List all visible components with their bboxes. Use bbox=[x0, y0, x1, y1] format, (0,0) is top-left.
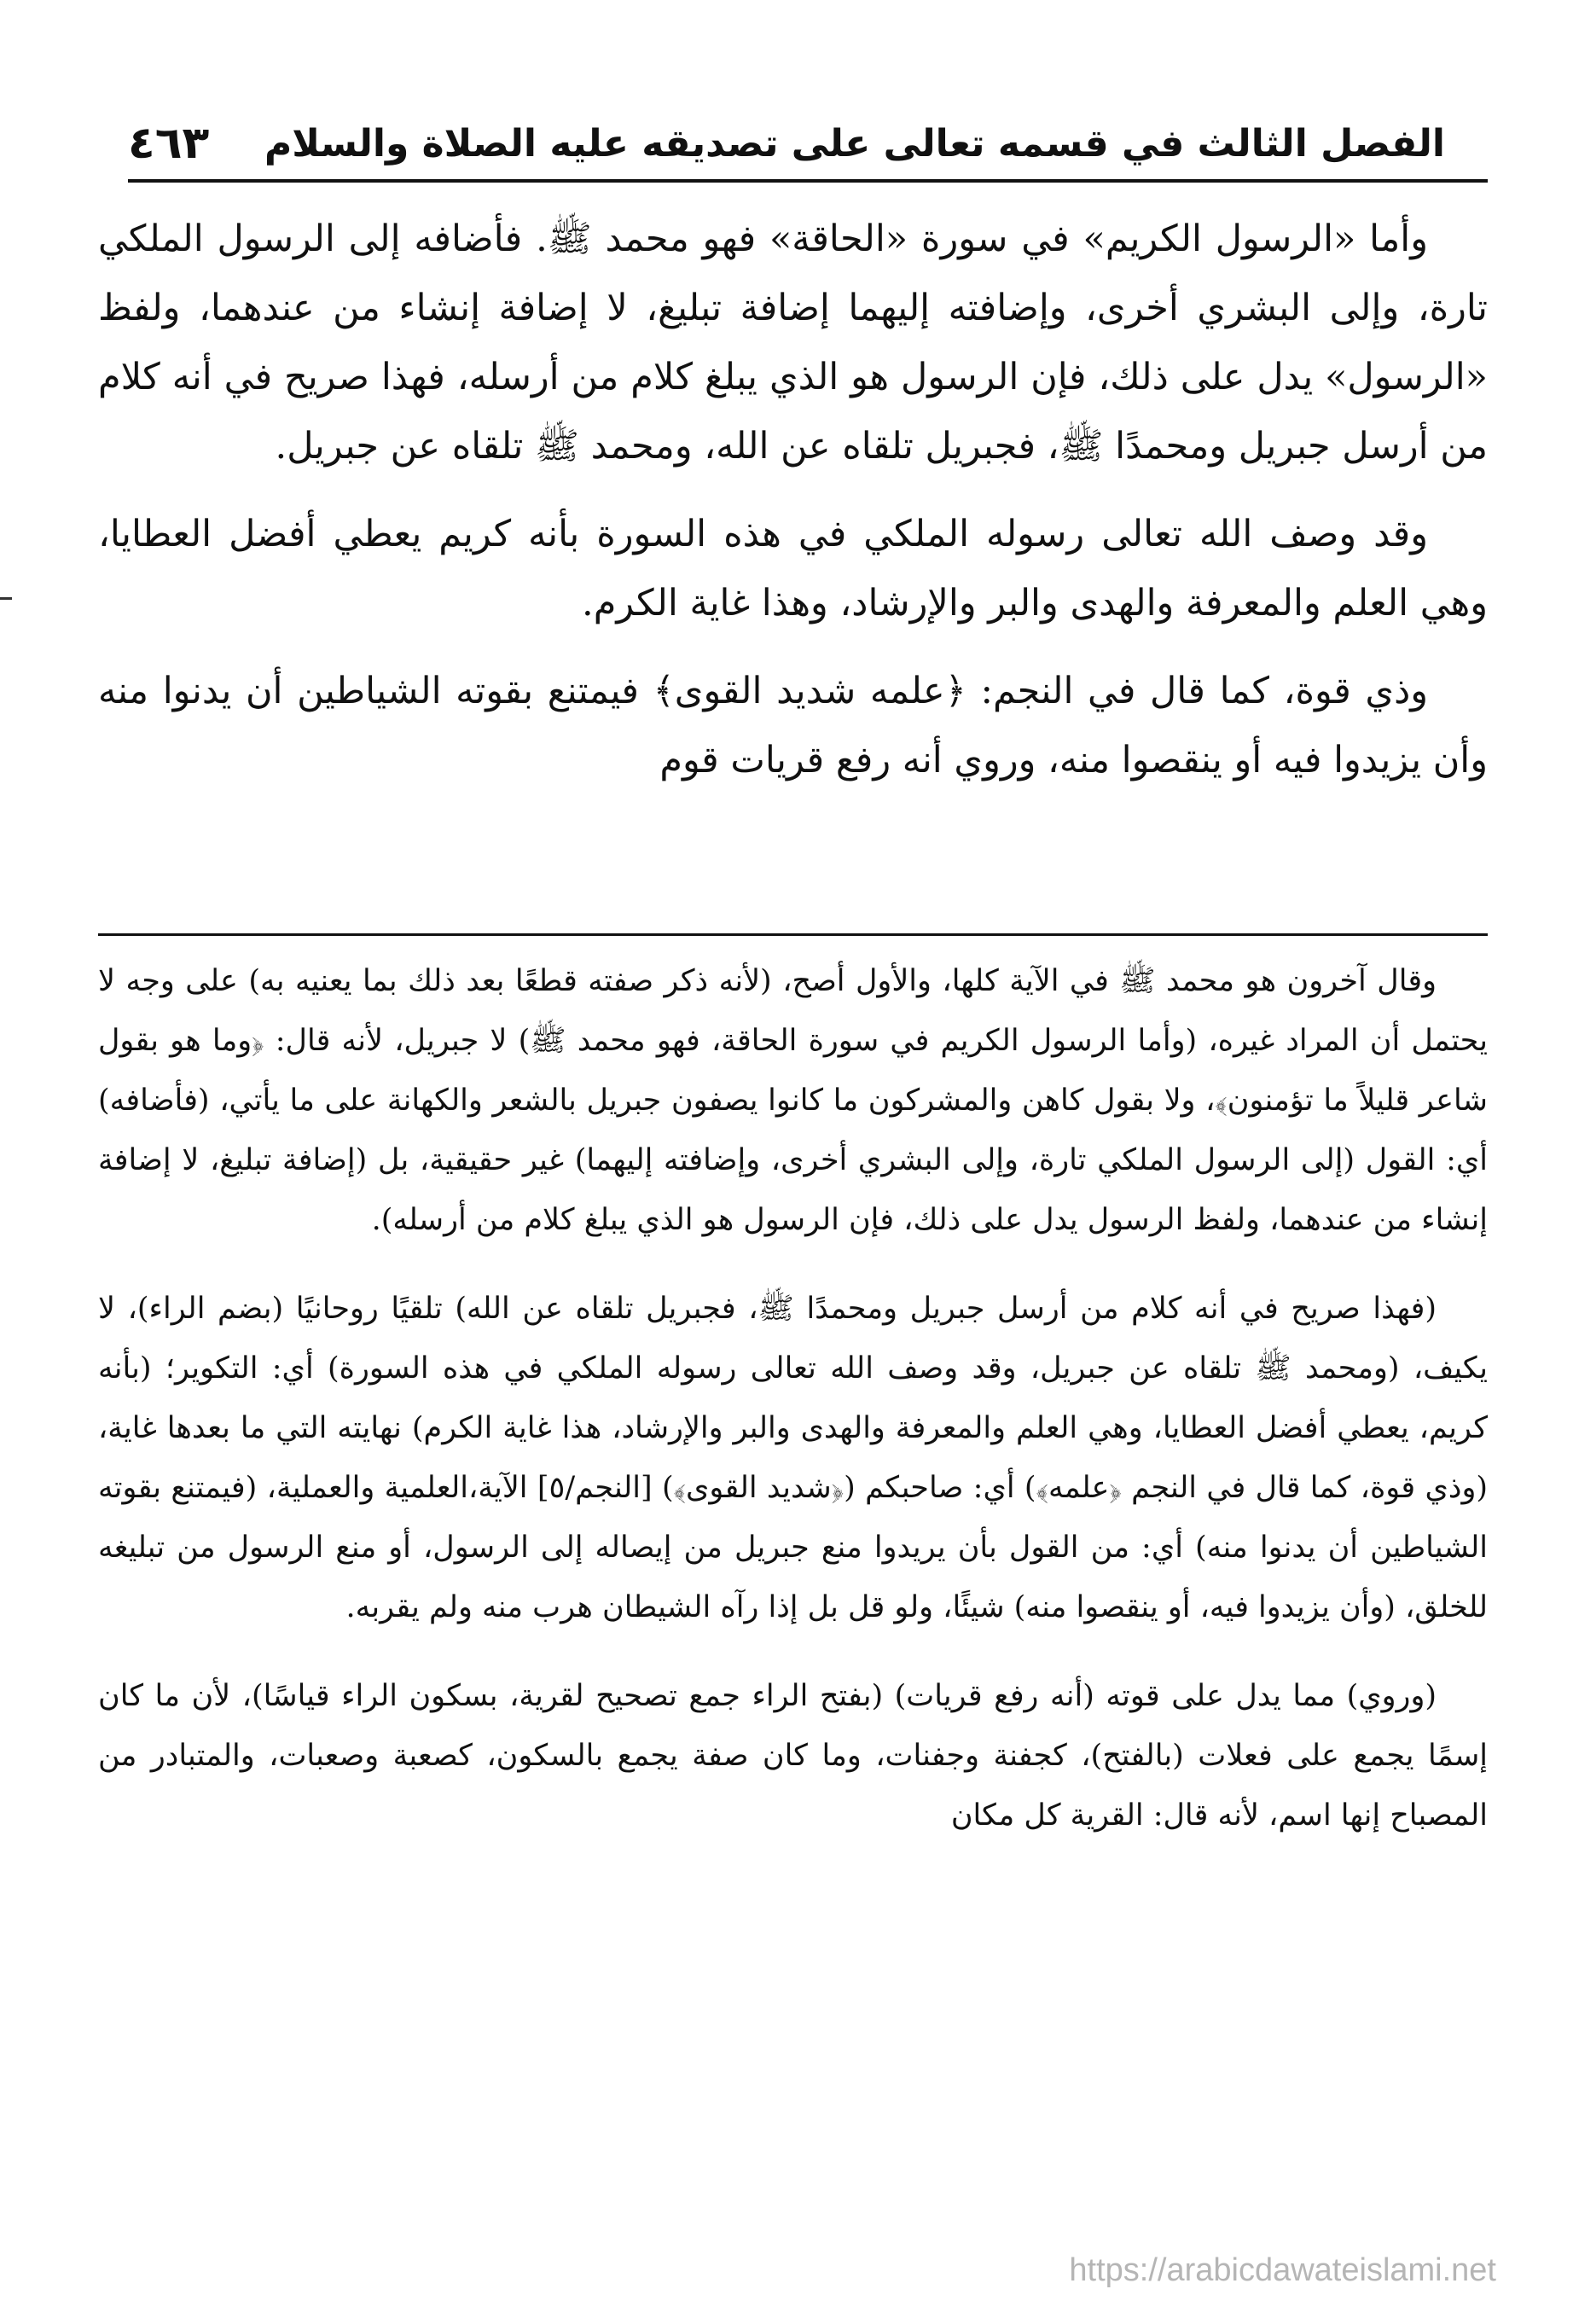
main-paragraph: وذي قوة، كما قال في النجم: ﴿علمه شديد القوى﴾ فيمتنع بقوته الشياطين أن يدنوا منه وأن يزيدوا فيه أو ينقصوا منه، وروي أنه رفع قريات قوم bbox=[98, 670, 1488, 781]
footnote-divider bbox=[98, 933, 1488, 936]
commentary-paragraph: (فهذا صريح في أنه كلام من أرسل جبريل ومحمدًا ﷺ، فجبريل تلقاه عن الله) تلقيًا روحانيًا (بضم الراء)، لا يكيف، (ومحمد ﷺ تلقاه عن جبريل، وقد وصف الله تعالى رسوله الملكي في هذه السورة) أي: التكوير؛ (بأنه كريم، يعطي أفضل العطايا، وهي العلم والمعرفة والهدى والبر والإرشاد، هذا غاية الكرم) نهايته التي ما بعدها غاية، (وذي قوة، كما قال في النجم ﴿علمه﴾) أي: صاحبكم (﴿شديد القوى﴾) [النجم/٥] الآية،العلمية والعملية، (فيمتنع بقوته الشياطين أن يدنوا منه) أي: من القول بأن يريدوا منع جبريل من إيصاله إلى الرسول، أو منع الرسول من تبليغه للخلق، (وأن يزيدوا فيه، أو ينقصوا منه) شيئًا، ولو قل بل إذا رآه الشيطان هرب منه ولم يقربه. bbox=[98, 1292, 1488, 1624]
running-header bbox=[128, 109, 1445, 177]
main-text bbox=[98, 205, 1488, 814]
header-divider bbox=[128, 179, 1488, 183]
watermark-url: https://arabicdawateislami.net bbox=[1069, 2252, 1496, 2288]
chapter-title: الفصل الثالث في قسمه تعالى على تصديقه عليه الصلاة والسلام bbox=[264, 121, 1445, 166]
margin-mark bbox=[0, 597, 12, 600]
main-paragraph: وقد وصف الله تعالى رسوله الملكي في هذه السورة بأنه كريم يعطي أفضل العطايا، وهي العلم والمعرفة والهدى والبر والإرشاد، وهذا غاية الكرم. bbox=[98, 513, 1488, 625]
commentary-paragraph: (وروي) مما يدل على قوته (أنه رفع قريات) (بفتح الراء جمع تصحيح لقرية، بسكون الراء قياسًا)، لأن ما كان إسمًا يجمع على فعلات (بالفتح)، كجفنة وجفنات، وما كان صفة يجمع بالسكون، كصعبة وصعبات، والمتبادر من المصباح إنها اسم، لأنه قال: القرية كل مكان bbox=[98, 1679, 1488, 1833]
commentary-text bbox=[98, 951, 1488, 1874]
page-number: ٤٦٣ bbox=[128, 118, 210, 169]
main-paragraph: وأما «الرسول الكريم» في سورة «الحاقة» فهو محمد ﷺ. فأضافه إلى الرسول الملكي تارة، وإلى البشري أخرى، وإضافته إليهما إضافة تبليغ، لا إضافة إنشاء من عندهما، ولفظ «الرسول» يدل على ذلك، فإن الرسول هو الذي يبلغ كلام من أرسله، فهذا صريح في أنه كلام من أرسل جبريل ومحمدًا ﷺ، فجبريل تلقاه عن الله، ومحمد ﷺ تلقاه عن جبريل. bbox=[98, 218, 1488, 468]
commentary-paragraph: وقال آخرون هو محمد ﷺ في الآية كلها، والأول أصح، (لأنه ذكر صفته قطعًا بعد ذلك بما يعنيه به) على وجه لا يحتمل أن المراد غيره، (وأما الرسول الكريم في سورة الحاقة، فهو محمد ﷺ) لا جبريل، لأنه قال: ﴿وما هو بقول شاعر قليلاً ما تؤمنون﴾، ولا بقول كاهن والمشركون ما كانوا يصفون جبريل بالشعر والكهانة على ما يأتي، (فأضافه) أي: القول (إلى الرسول الملكي تارة، وإلى البشري أخرى، وإضافته إليهما) غير حقيقية، بل (إضافة تبليغ، لا إضافة إنشاء من عندهما، ولفظ الرسول يدل على ذلك، فإن الرسول هو الذي يبلغ كلام من أرسله). bbox=[98, 964, 1488, 1237]
